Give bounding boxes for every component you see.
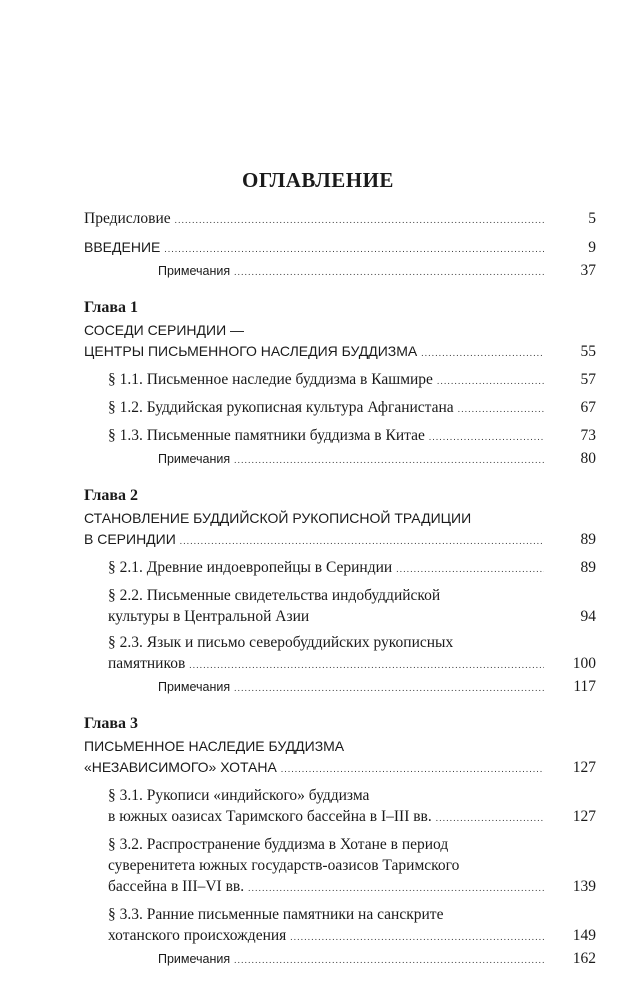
chapter-heading-line: В СЕРИНДИИ — [84, 531, 176, 547]
page-number: 162 — [572, 950, 596, 967]
toc-entry-section[interactable] — [84, 557, 596, 580]
toc-entry-section[interactable] — [84, 585, 596, 627]
toc-entry-notes[interactable] — [84, 948, 596, 971]
chapter-label: Глава 1 — [84, 299, 138, 316]
entry-title: Примечания — [158, 452, 231, 466]
section-title: § 3.1. Рукописи «индийского» буддизма — [108, 787, 370, 804]
page-number: 73 — [580, 427, 596, 444]
page-number: 117 — [573, 678, 596, 695]
toc-entry-preface[interactable] — [84, 208, 596, 231]
toc-entry-section[interactable] — [84, 904, 596, 948]
page-number: 57 — [580, 371, 596, 388]
section-title: § 2.3. Язык и письмо северобуддийских рукописных — [108, 634, 454, 651]
toc-entry-section[interactable] — [84, 397, 596, 420]
chapter-label: Глава 2 — [84, 487, 138, 504]
leader-dots — [290, 925, 544, 948]
chapter-heading-line: СТАНОВЛЕНИЕ БУДДИЙСКОЙ РУКОПИСНОЙ ТРАДИЦИИ — [84, 510, 472, 526]
page-number: 100 — [572, 655, 596, 672]
page-number: 139 — [572, 878, 596, 895]
leader-dots — [234, 676, 544, 699]
section-title: § 1.3. Письменные памятники буддизма в Китае — [108, 427, 425, 444]
entry-title: ВВЕДЕНИЕ — [84, 239, 161, 255]
section-title: § 3.2. Распространение буддизма в Хотане в период — [108, 836, 449, 853]
page-number: 37 — [580, 262, 596, 279]
chapter-label: Глава 3 — [84, 715, 138, 732]
toc-entry-section[interactable] — [84, 369, 596, 392]
page-number: 67 — [580, 399, 596, 416]
section-title: бассейна в III–VI вв. — [108, 878, 245, 895]
leader-dots — [234, 948, 544, 971]
page-number: 89 — [580, 531, 596, 548]
entry-title: Примечания — [158, 952, 231, 966]
section-title: § 1.1. Письменное наследие буддизма в Кашмире — [108, 371, 433, 388]
section-title: в южных оазисах Таримского бассейна в I–III вв. — [108, 808, 432, 825]
chapter-heading-line: ЦЕНТРЫ ПИСЬМЕННОГО НАСЛЕДИЯ БУДДИЗМА — [84, 343, 418, 359]
entry-title: Примечания — [158, 680, 231, 694]
page-number: 127 — [572, 808, 596, 825]
toc-entry-chapter-heading[interactable] — [84, 736, 596, 780]
leader-dots — [189, 653, 544, 676]
section-title: хотанского происхождения — [108, 927, 287, 944]
entry-title: Предисловие — [84, 210, 171, 227]
leader-dots — [429, 425, 544, 448]
leader-dots — [421, 341, 544, 364]
leader-dots — [248, 876, 544, 899]
toc-entry-chapter-heading[interactable] — [84, 320, 596, 364]
leader-dots — [234, 260, 544, 283]
page-number: 80 — [580, 450, 596, 467]
leader-dots — [281, 757, 544, 780]
leader-dots — [436, 806, 544, 829]
toc-entry-chapter-heading[interactable] — [84, 508, 596, 552]
entry-title: Примечания — [158, 264, 231, 278]
section-title: памятников — [108, 655, 186, 672]
page-number: 94 — [580, 608, 596, 625]
toc-entry-introduction[interactable] — [84, 237, 596, 260]
page-number: 127 — [572, 759, 596, 776]
section-title: § 2.2. Письменные свидетельства индобуддийской — [108, 587, 441, 604]
page-number: 5 — [588, 210, 596, 227]
table-of-contents — [84, 208, 596, 971]
section-title: § 3.3. Ранние письменные памятники на санскрите — [108, 906, 444, 923]
chapter-heading-line: СОСЕДИ СЕРИНДИИ — — [84, 322, 245, 338]
section-title: культуры в Центральной Азии — [108, 608, 310, 625]
toc-entry-section[interactable] — [84, 425, 596, 448]
section-title: суверенитета южных государств-оазисов Таримского — [108, 857, 460, 874]
toc-entry-notes[interactable] — [84, 260, 596, 283]
toc-entry-notes[interactable] — [84, 676, 596, 699]
toc-entry-section[interactable] — [84, 834, 596, 899]
page-title: ОГЛАВЛЕНИЕ — [242, 168, 394, 192]
toc-entry-section[interactable] — [84, 785, 596, 829]
section-title: § 2.1. Древние индоевропейцы в Сериндии — [108, 559, 393, 576]
toc-entry-section[interactable] — [84, 632, 596, 676]
leader-dots — [175, 208, 544, 231]
leader-dots — [437, 369, 544, 392]
section-title: § 1.2. Буддийская рукописная культура Афганистана — [108, 399, 454, 416]
chapter-heading-line: «НЕЗАВИСИМОГО» ХОТАНА — [84, 759, 277, 775]
leader-dots — [458, 397, 544, 420]
chapter-heading-line: ПИСЬМЕННОЕ НАСЛЕДИЕ БУДДИЗМА — [84, 738, 345, 754]
leader-dots — [164, 237, 544, 260]
page-number: 149 — [572, 927, 596, 944]
toc-entry-notes[interactable] — [84, 448, 596, 471]
page-number: 89 — [580, 559, 596, 576]
leader-dots — [180, 529, 544, 552]
leader-dots — [234, 448, 544, 471]
page-number: 55 — [580, 343, 596, 360]
page-number: 9 — [588, 239, 596, 256]
leader-dots — [396, 557, 544, 580]
